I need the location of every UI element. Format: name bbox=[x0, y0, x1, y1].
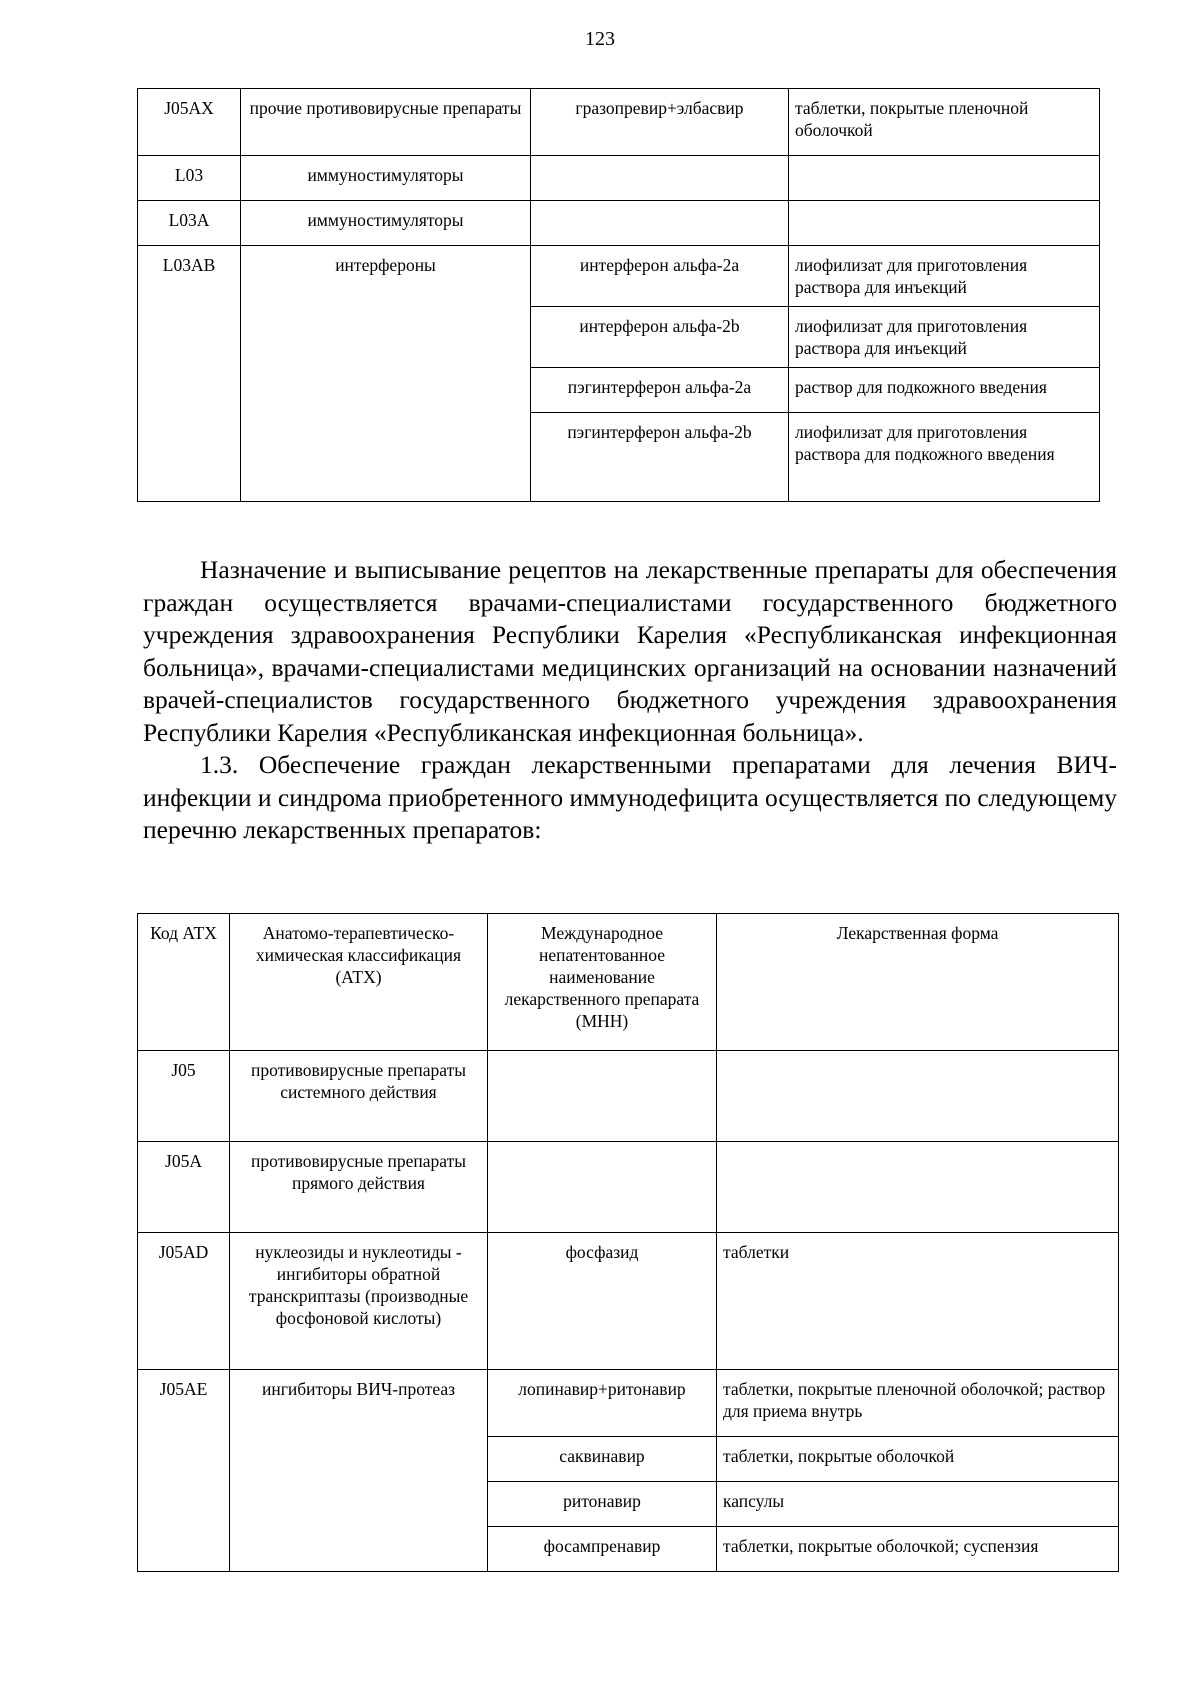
classification-cell: интерфероны bbox=[241, 246, 531, 502]
classification-cell: противовирусные препараты прямого действия bbox=[230, 1142, 488, 1233]
classification-cell: ингибиторы ВИЧ-протеаз bbox=[230, 1370, 488, 1572]
dosage-form-cell: таблетки, покрытые оболочкой bbox=[717, 1437, 1119, 1482]
atc-code-cell: J05AD bbox=[138, 1233, 230, 1370]
paragraph-1-3: 1.3. Обеспечение граждан лекарственными препаратами для лечения ВИЧ-инфекции и синдрома приобретенного иммунодефицита осуществляется по следующему перечню лекарственных препаратов: bbox=[143, 750, 1117, 844]
dosage-form-cell: таблетки, покрытые оболочкой; суспензия bbox=[717, 1527, 1119, 1572]
table-row bbox=[138, 89, 1100, 156]
inn-cell: фосфазид bbox=[488, 1233, 717, 1370]
inn-cell bbox=[531, 201, 789, 246]
dosage-form-cell: таблетки, покрытые пленочной оболочкой; раствор для приема внутрь bbox=[717, 1370, 1119, 1437]
header-inn: Международное непатентованное наименование лекарственного препарата (МНН) bbox=[488, 914, 717, 1051]
classification-cell: иммуностимуляторы bbox=[241, 201, 531, 246]
table-row bbox=[138, 1051, 1119, 1142]
table-row bbox=[138, 246, 1100, 307]
header-classification: Анатомо-терапевтическо-химическая классификация (АТХ) bbox=[230, 914, 488, 1051]
inn-cell bbox=[488, 1051, 717, 1142]
drug-table-continued bbox=[137, 88, 1100, 502]
body-text bbox=[143, 554, 1117, 847]
inn-cell: ритонавир bbox=[488, 1482, 717, 1527]
atc-code-cell: J05AX bbox=[138, 89, 241, 156]
atc-code-cell: L03AB bbox=[138, 246, 241, 502]
table-row bbox=[138, 1233, 1119, 1370]
inn-cell: интерферон альфа-2b bbox=[531, 307, 789, 368]
dosage-form-cell: таблетки bbox=[717, 1233, 1119, 1370]
table-row bbox=[138, 156, 1100, 201]
atc-code-cell: J05 bbox=[138, 1051, 230, 1142]
inn-cell: интерферон альфа-2a bbox=[531, 246, 789, 307]
dosage-form-cell bbox=[789, 201, 1100, 246]
table-row bbox=[138, 201, 1100, 246]
atc-code-cell: L03 bbox=[138, 156, 241, 201]
atc-code-cell: J05AE bbox=[138, 1370, 230, 1572]
dosage-form-cell: лиофилизат для приготовления раствора для инъекций bbox=[789, 307, 1100, 368]
inn-cell: пэгинтерферон альфа-2a bbox=[531, 368, 789, 413]
dosage-form-cell: таблетки, покрытые пленочной оболочкой bbox=[789, 89, 1100, 156]
classification-cell: прочие противовирусные препараты bbox=[241, 89, 531, 156]
hiv-drug-table bbox=[137, 913, 1119, 1572]
paragraph-prescriptions: Назначение и выписывание рецептов на лекарственные препараты для обеспечения граждан осуществляется врачами-специалистами государственного бюджетного учреждения здравоохранения Республики Карелия «Республиканская инфекционная больница», врачами-специалистами медицинских организаций на основании назначений врачей-специалистов государственного бюджетного учреждения здравоохранения Республики Карелия «Республиканская инфекционная больница». bbox=[143, 555, 1117, 747]
inn-cell: гразопревир+элбасвир bbox=[531, 89, 789, 156]
inn-cell: пэгинтерферон альфа-2b bbox=[531, 413, 789, 502]
dosage-form-cell: лиофилизат для приготовления раствора для инъекций bbox=[789, 246, 1100, 307]
classification-cell: иммуностимуляторы bbox=[241, 156, 531, 201]
classification-cell: противовирусные препараты системного действия bbox=[230, 1051, 488, 1142]
classification-cell: нуклеозиды и нуклеотиды - ингибиторы обратной транскриптазы (производные фосфоновой кислоты) bbox=[230, 1233, 488, 1370]
dosage-form-cell bbox=[717, 1051, 1119, 1142]
inn-cell: лопинавир+ритонавир bbox=[488, 1370, 717, 1437]
dosage-form-cell: раствор для подкожного введения bbox=[789, 368, 1100, 413]
dosage-form-cell bbox=[717, 1142, 1119, 1233]
atc-code-cell: L03A bbox=[138, 201, 241, 246]
inn-cell bbox=[531, 156, 789, 201]
page-number: 123 bbox=[585, 28, 615, 50]
dosage-form-cell: лиофилизат для приготовления раствора для подкожного введения bbox=[789, 413, 1100, 502]
header-atc-code: Код АТХ bbox=[138, 914, 230, 1051]
dosage-form-cell bbox=[789, 156, 1100, 201]
inn-cell: саквинавир bbox=[488, 1437, 717, 1482]
inn-cell bbox=[488, 1142, 717, 1233]
table-row bbox=[138, 1142, 1119, 1233]
table-row bbox=[138, 1370, 1119, 1437]
atc-code-cell: J05A bbox=[138, 1142, 230, 1233]
table-header-row bbox=[138, 914, 1119, 1051]
header-dosage-form: Лекарственная форма bbox=[717, 914, 1119, 1051]
inn-cell: фосампренавир bbox=[488, 1527, 717, 1572]
dosage-form-cell: капсулы bbox=[717, 1482, 1119, 1527]
